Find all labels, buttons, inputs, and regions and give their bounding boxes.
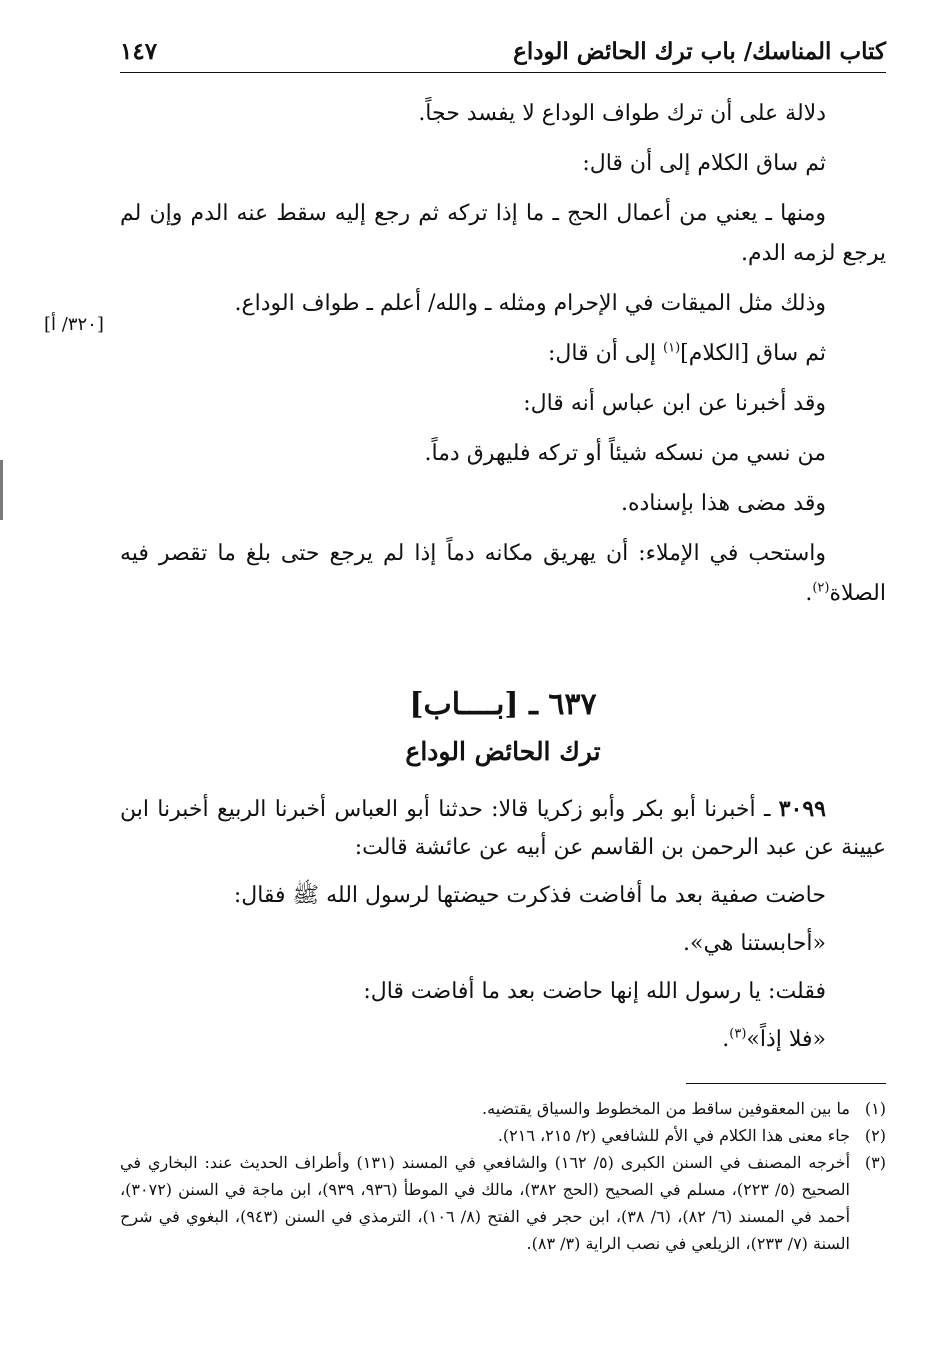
footnote-ref: (٣) <box>729 1026 747 1042</box>
scan-edge-mark <box>0 460 3 520</box>
paragraph: واستحب في الإملاء: أن يهريق مكانه دماً إذا لم يرجع حتى بلغ ما تقصر فيه الصلاة$^{(٢)}$. <box>120 541 886 606</box>
footnote-ref: (٢) <box>812 580 830 596</box>
bab-heading: ٦٣٧ ـ [بــــاب] <box>409 687 597 722</box>
hadith-line: فقلت: يا رسول الله إنها حاضت بعد ما أفاضت قال: <box>363 979 826 1004</box>
hadith-number: ٣٠٩٩ <box>778 796 826 822</box>
header-title: كتاب المناسك/ باب ترك الحائض الوداع <box>513 38 886 65</box>
manuscript-folio-note: [٣٢٠/ أ] <box>44 314 104 335</box>
paragraph: ومنها ـ يعني من أعمال الحج ـ ما إذا تركه ثم رجع إليه سقط عنه الدم وإن لم يرجع لزمه الدم. <box>120 201 886 266</box>
footnote: (٣) أخرجه المصنف في السنن الكبرى (٥/ ١٦٢) والشافعي في المسند (١٣١) وأطراف الحديث عند: البخاري في الصحيح (٥/ ٢٢٣)، مسلم في الصحيح (الحج ٣٨٢)، مالك في الموطأ (٩٣٦، ٩٣٩)، ابن ماجة في السنن (٣٠٧٢)، أحمد في المسند (٦/ ٨٢)، (٦/ ٣٨)، ابن حجر في الفتح (٨/ ١٠٦)، الترمذي في السنن (٩٤٣)، البغوي في شرح السنة (٧/ ٢٣٣)، الزيلعي في نصب الراية (٣/ ٨٣). <box>120 1153 886 1253</box>
bab-subheading: ترك الحائض الوداع <box>405 737 601 766</box>
footnote: (٢) جاء معنى هذا الكلام في الأم للشافعي (٢/ ٢١٥، ٢١٦). <box>497 1126 886 1145</box>
main-text <box>120 94 886 624</box>
paragraph: وقد أخبرنا عن ابن عباس أنه قال: <box>523 391 826 416</box>
page-number: ١٤٧ <box>120 38 158 65</box>
footnote: (١) ما بين المعقوفين ساقط من المخطوط والسياق يقتضيه. <box>482 1099 886 1118</box>
paragraph: وذلك مثل الميقات في الإحرام ومثله ـ والله/ أعلم ـ طواف الوداع. <box>234 291 826 316</box>
paragraph: وقد مضى هذا بإسناده. <box>620 491 826 516</box>
footnote-ref: (١) <box>663 340 681 356</box>
running-header <box>120 38 886 73</box>
paragraph: دلالة على أن ترك طواف الوداع لا يفسد حجاً. <box>418 101 826 126</box>
hadith-line: «أحابستنا هي». <box>683 931 826 956</box>
hadith-line: «فلا إذاً»$^{(٣)}$. <box>722 1026 826 1052</box>
hadith-line: حاضت صفية بعد ما أفاضت فذكرت حيضتها لرسول الله ﷺ فقال: <box>233 883 826 908</box>
section-heading <box>120 684 886 772</box>
paragraph: من نسي من نسكه شيئاً أو تركه فليهرق دماً. <box>424 441 826 466</box>
footnotes <box>120 1095 886 1257</box>
paragraph: ثم ساق الكلام إلى أن قال: <box>582 151 826 176</box>
footnote-separator <box>686 1083 886 1084</box>
hadith-isnad: ٣٠٩٩ ـ أخبرنا أبو بكر وأبو زكريا قالا: حدثنا أبو العباس أخبرنا الربيع أخبرنا ابن عيينة عن عبد الرحمن بن القاسم عن أبيه عن عائشة قالت: <box>120 796 886 860</box>
paragraph: ثم ساق [الكلام]$^{(١)}$ إلى أن قال: <box>547 340 826 366</box>
hadith-text <box>120 790 886 1069</box>
